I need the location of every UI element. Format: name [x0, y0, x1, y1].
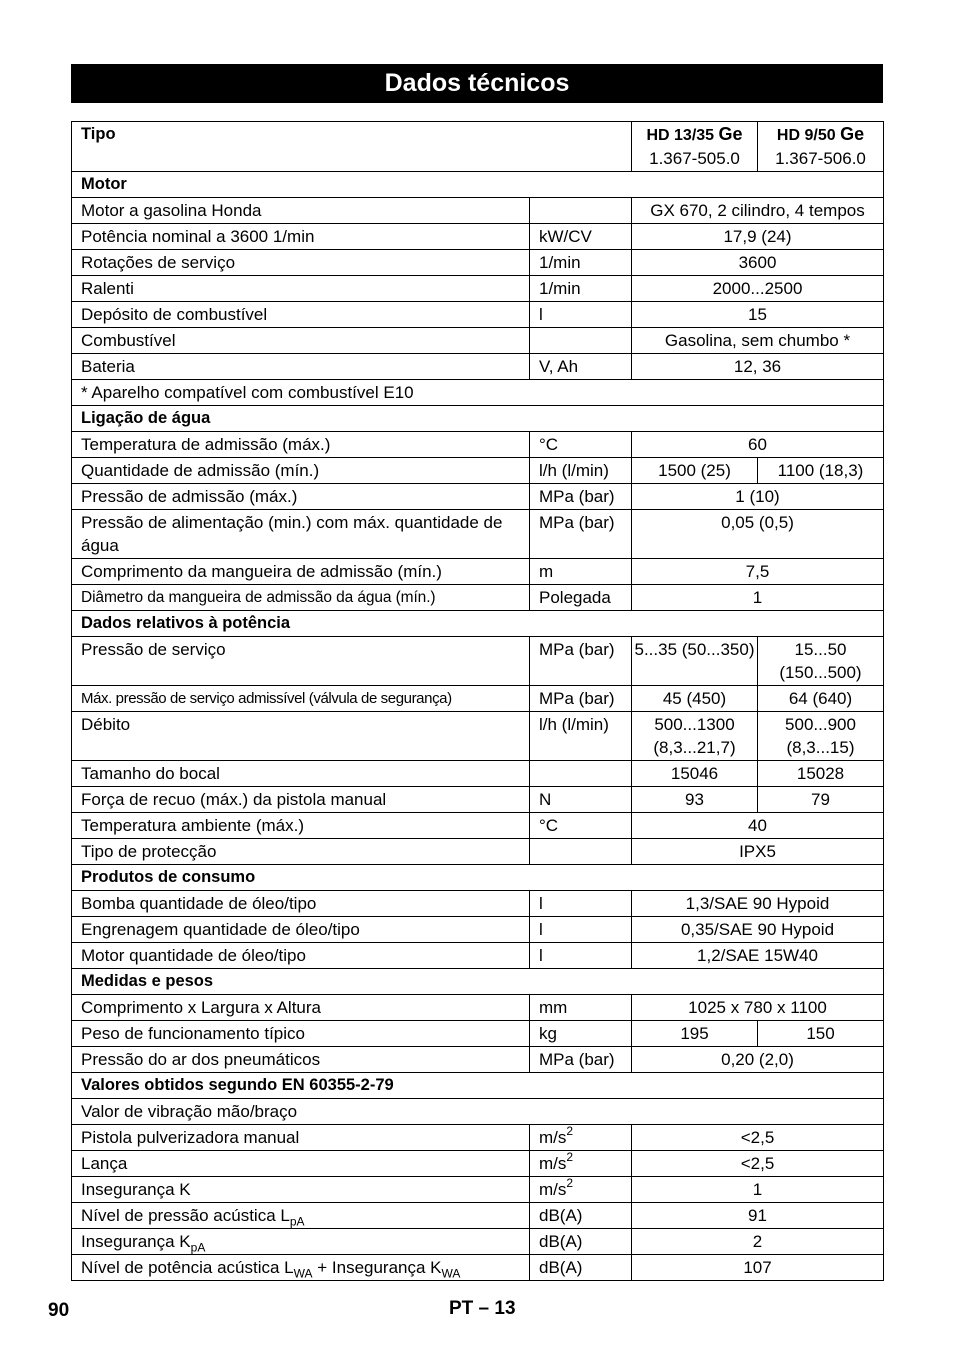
row-value: 107	[632, 1255, 884, 1281]
row-value: 2000...2500	[632, 276, 884, 302]
row-unit	[530, 559, 632, 585]
row-value: IPX5	[632, 839, 884, 865]
row-label-text: Nível de potência acústica L	[81, 1258, 294, 1277]
row-label	[72, 1255, 530, 1281]
row-label	[72, 917, 530, 943]
model-2-part: 1.367-506.0	[775, 149, 866, 168]
model-1-suffix: Ge	[718, 124, 743, 144]
table-row	[72, 1047, 884, 1073]
row-unit	[530, 1047, 632, 1073]
table-row	[72, 585, 884, 611]
row-label	[72, 302, 530, 328]
table-row	[72, 1151, 884, 1177]
row-label	[72, 839, 530, 865]
table-row	[72, 686, 884, 712]
row-label-text: Rotações de serviço	[81, 253, 236, 272]
row-label-text: Pressão de serviço	[81, 640, 226, 659]
row-label	[72, 1177, 530, 1203]
note-row	[72, 1099, 884, 1125]
row-label-text: Pressão de admissão (máx.)	[81, 487, 298, 506]
row-label	[72, 712, 530, 761]
row-label-text: Bomba quantidade de óleo/tipo	[81, 894, 317, 913]
row-unit	[530, 943, 632, 969]
row-unit	[530, 458, 632, 484]
row-unit	[530, 712, 632, 761]
row-unit-text: l	[539, 920, 543, 939]
row-value-model-1: 1500 (25)	[632, 458, 758, 484]
table-row	[72, 839, 884, 865]
row-unit-text: N	[539, 790, 552, 809]
row-label-text: Temperatura ambiente (máx.)	[81, 816, 304, 835]
table-row	[72, 761, 884, 787]
table-row	[72, 1255, 884, 1281]
row-unit-text: m/s	[539, 1154, 567, 1173]
table-row	[72, 224, 884, 250]
section-title: Dados relativos à potência	[72, 611, 884, 637]
note-row	[72, 380, 884, 406]
row-label-text: Comprimento x Largura x Altura	[81, 998, 321, 1017]
row-unit-text: dB(A)	[539, 1232, 583, 1251]
row-unit	[530, 484, 632, 510]
row-value-model-1: 45 (450)	[632, 686, 758, 712]
row-label-subscript: pA	[289, 1214, 305, 1229]
row-unit	[530, 1177, 632, 1203]
row-unit-text: l/h (l/min)	[539, 715, 609, 734]
row-unit	[530, 432, 632, 458]
row-value-model-2: 15028	[758, 761, 884, 787]
row-unit-text: mm	[539, 998, 568, 1017]
row-value-model-1: 5...35 (50...350)	[632, 637, 758, 686]
row-label	[72, 995, 530, 1021]
row-value-model-2: 500...900 (8,3...15)	[758, 712, 884, 761]
row-label	[72, 354, 530, 380]
row-value: 1025 x 780 x 1100	[632, 995, 884, 1021]
page-number: 90	[48, 1300, 70, 1321]
row-label	[72, 458, 530, 484]
row-unit-text: m/s	[539, 1128, 567, 1147]
table-row	[72, 813, 884, 839]
row-unit	[530, 761, 632, 787]
row-unit	[530, 686, 632, 712]
row-value: 3600	[632, 250, 884, 276]
row-value-model-2: 150	[758, 1021, 884, 1047]
table-row	[72, 1229, 884, 1255]
row-unit-text: kW/CV	[539, 227, 592, 246]
section-header-row	[72, 969, 884, 995]
row-unit	[530, 839, 632, 865]
row-label	[72, 250, 530, 276]
row-unit	[530, 1203, 632, 1229]
model-1-cell	[632, 122, 758, 172]
section-title: Medidas e pesos	[72, 969, 884, 995]
row-label-text: Bateria	[81, 357, 135, 376]
row-unit-text: l	[539, 894, 543, 913]
table-row	[72, 276, 884, 302]
table-row	[72, 250, 884, 276]
row-value-model-2: 79	[758, 787, 884, 813]
row-unit-text: kg	[539, 1024, 557, 1043]
row-label-text: Quantidade de admissão (mín.)	[81, 461, 320, 480]
table-row	[72, 995, 884, 1021]
table-row	[72, 484, 884, 510]
row-value: Gasolina, sem chumbo *	[632, 328, 884, 354]
row-unit-text: Polegada	[539, 588, 611, 607]
row-label	[72, 1021, 530, 1047]
row-label-text: Pressão do ar dos pneumáticos	[81, 1050, 321, 1069]
row-label-text: Pressão de alimentação (min.) com máx. quantidade de água	[81, 513, 503, 555]
table-row	[72, 302, 884, 328]
row-value-model-2: 1100 (18,3)	[758, 458, 884, 484]
row-unit-text: MPa (bar)	[539, 513, 615, 532]
row-unit-text: dB(A)	[539, 1206, 583, 1225]
row-unit-text: °C	[539, 816, 559, 835]
row-label	[72, 813, 530, 839]
row-value: 0,05 (0,5)	[632, 510, 884, 559]
table-row	[72, 891, 884, 917]
row-label-text: Máx. pressão de serviço admissível (válvula de segurança)	[81, 690, 452, 707]
table-row	[72, 432, 884, 458]
row-value: <2,5	[632, 1151, 884, 1177]
row-label	[72, 484, 530, 510]
row-label	[72, 198, 530, 224]
row-label	[72, 1047, 530, 1073]
table-row	[72, 1177, 884, 1203]
row-unit	[530, 1125, 632, 1151]
row-label-text: Potência nominal a 3600 1/min	[81, 227, 315, 246]
language-page-label: PT – 13	[449, 1298, 516, 1319]
row-unit	[530, 328, 632, 354]
row-unit	[530, 585, 632, 611]
row-unit	[530, 891, 632, 917]
row-unit-text: l	[539, 946, 543, 965]
row-unit-text: MPa (bar)	[539, 640, 615, 659]
row-label	[72, 761, 530, 787]
table-row	[72, 637, 884, 686]
row-label-subscript: WA	[293, 1266, 313, 1281]
row-unit-superscript: 2	[566, 1176, 574, 1191]
row-value: 60	[632, 432, 884, 458]
model-2-suffix: Ge	[840, 124, 865, 144]
section-header-row	[72, 172, 884, 198]
row-value: 12, 36	[632, 354, 884, 380]
row-label-text: Insegurança K	[81, 1232, 191, 1251]
table-row	[72, 1125, 884, 1151]
row-unit-text: m/s	[539, 1180, 567, 1199]
table-row	[72, 328, 884, 354]
section-header-row	[72, 1073, 884, 1099]
row-unit	[530, 198, 632, 224]
row-value: 91	[632, 1203, 884, 1229]
table-row	[72, 354, 884, 380]
row-unit-text: 1/min	[539, 253, 581, 272]
row-value: 1 (10)	[632, 484, 884, 510]
row-label	[72, 686, 530, 712]
row-label-subscript-2: WA	[441, 1266, 461, 1281]
table-row	[72, 198, 884, 224]
row-unit	[530, 224, 632, 250]
model-1-name: HD 13/35	[646, 127, 719, 144]
row-value-model-1: 500...1300 (8,3...21,7)	[632, 712, 758, 761]
row-label	[72, 943, 530, 969]
row-label-text: Lança	[81, 1154, 128, 1173]
table-row	[72, 943, 884, 969]
table-row	[72, 1021, 884, 1047]
row-label-text: Nível de pressão acústica L	[81, 1206, 290, 1225]
row-label-text: Ralenti	[81, 279, 134, 298]
row-label-text: Motor quantidade de óleo/tipo	[81, 946, 306, 965]
note-text: * Aparelho compatível com combustível E10	[72, 380, 884, 406]
row-value: 0,35/SAE 90 Hypoid	[632, 917, 884, 943]
section-title: Ligação de água	[72, 406, 884, 432]
table-row	[72, 458, 884, 484]
row-unit-text: l	[539, 305, 543, 324]
spec-table	[71, 121, 884, 1281]
row-label	[72, 432, 530, 458]
row-label-text: Combustível	[81, 331, 176, 350]
row-value: 40	[632, 813, 884, 839]
row-unit-text: MPa (bar)	[539, 487, 615, 506]
section-header-row	[72, 406, 884, 432]
row-value: 15	[632, 302, 884, 328]
row-label	[72, 1151, 530, 1177]
row-label-text: Depósito de combustível	[81, 305, 268, 324]
row-label	[72, 585, 530, 611]
row-unit	[530, 1151, 632, 1177]
row-label	[72, 510, 530, 559]
row-label-text-2: + Insegurança K	[312, 1258, 442, 1277]
table-row	[72, 559, 884, 585]
row-label-text: Temperatura de admissão (máx.)	[81, 435, 331, 454]
row-unit	[530, 995, 632, 1021]
row-label-text: Motor a gasolina Honda	[81, 201, 262, 220]
row-value: 1	[632, 1177, 884, 1203]
table-row	[72, 1203, 884, 1229]
row-value: 17,9 (24)	[632, 224, 884, 250]
row-label	[72, 328, 530, 354]
page-title: Dados técnicos	[71, 64, 883, 103]
section-title: Valores obtidos segundo EN 60355-2-79	[72, 1073, 884, 1099]
row-unit-text: m	[539, 562, 554, 581]
row-unit	[530, 1255, 632, 1281]
row-unit	[530, 354, 632, 380]
row-unit	[530, 302, 632, 328]
type-label: Tipo	[72, 122, 632, 172]
row-value: 7,5	[632, 559, 884, 585]
row-label	[72, 1125, 530, 1151]
row-unit	[530, 637, 632, 686]
row-value-model-1: 195	[632, 1021, 758, 1047]
row-unit	[530, 510, 632, 559]
table-row	[72, 712, 884, 761]
model-1-part: 1.367-505.0	[649, 149, 740, 168]
row-label-text: Pistola pulverizadora manual	[81, 1128, 300, 1147]
section-header-row	[72, 611, 884, 637]
row-value-model-1: 93	[632, 787, 758, 813]
row-value: 2	[632, 1229, 884, 1255]
row-unit-superscript: 2	[566, 1124, 574, 1139]
row-value: 1,2/SAE 15W40	[632, 943, 884, 969]
row-label-text: Força de recuo (máx.) da pistola manual	[81, 790, 387, 809]
row-label-text: Tipo de protecção	[81, 842, 217, 861]
note-text: Valor de vibração mão/braço	[72, 1099, 884, 1125]
row-label	[72, 891, 530, 917]
row-unit	[530, 917, 632, 943]
row-label-subscript: pA	[190, 1240, 206, 1255]
row-value: 0,20 (2,0)	[632, 1047, 884, 1073]
row-unit-text: MPa (bar)	[539, 1050, 615, 1069]
row-unit	[530, 1229, 632, 1255]
row-unit-text: °C	[539, 435, 559, 454]
row-unit-text: V, Ah	[539, 357, 579, 376]
row-unit-text: 1/min	[539, 279, 581, 298]
row-label	[72, 559, 530, 585]
row-label-text: Engrenagem quantidade de óleo/tipo	[81, 920, 360, 939]
row-unit	[530, 787, 632, 813]
table-row	[72, 787, 884, 813]
row-value: 1	[632, 585, 884, 611]
table-row	[72, 917, 884, 943]
row-value: 1,3/SAE 90 Hypoid	[632, 891, 884, 917]
row-label	[72, 1229, 530, 1255]
row-value-model-1: 15046	[632, 761, 758, 787]
row-label-text: Diâmetro da mangueira de admissão da água (mín.)	[81, 589, 436, 606]
model-2-cell	[758, 122, 884, 172]
row-label	[72, 276, 530, 302]
section-title: Motor	[72, 172, 884, 198]
row-label-text: Peso de funcionamento típico	[81, 1024, 305, 1043]
row-label-text: Comprimento da mangueira de admissão (mín.)	[81, 562, 442, 581]
row-value-model-2: 15...50 (150...500)	[758, 637, 884, 686]
row-value-model-2: 64 (640)	[758, 686, 884, 712]
row-unit-text: dB(A)	[539, 1258, 583, 1277]
section-title: Produtos de consumo	[72, 865, 884, 891]
row-unit-text: MPa (bar)	[539, 689, 615, 708]
row-label	[72, 1203, 530, 1229]
header-row	[72, 122, 884, 172]
row-unit	[530, 250, 632, 276]
row-unit-text: l/h (l/min)	[539, 461, 609, 480]
row-label-text: Tamanho do bocal	[81, 764, 220, 783]
row-label	[72, 637, 530, 686]
row-value: <2,5	[632, 1125, 884, 1151]
row-label	[72, 224, 530, 250]
model-2-name: HD 9/50	[776, 127, 841, 144]
row-value: GX 670, 2 cilindro, 4 tempos	[632, 198, 884, 224]
row-unit	[530, 1021, 632, 1047]
row-label-text: Insegurança K	[81, 1180, 191, 1199]
row-label-text: Débito	[81, 715, 131, 734]
row-unit	[530, 813, 632, 839]
row-unit-superscript: 2	[566, 1150, 574, 1165]
row-unit	[530, 276, 632, 302]
row-label	[72, 787, 530, 813]
table-row	[72, 510, 884, 559]
section-header-row	[72, 865, 884, 891]
